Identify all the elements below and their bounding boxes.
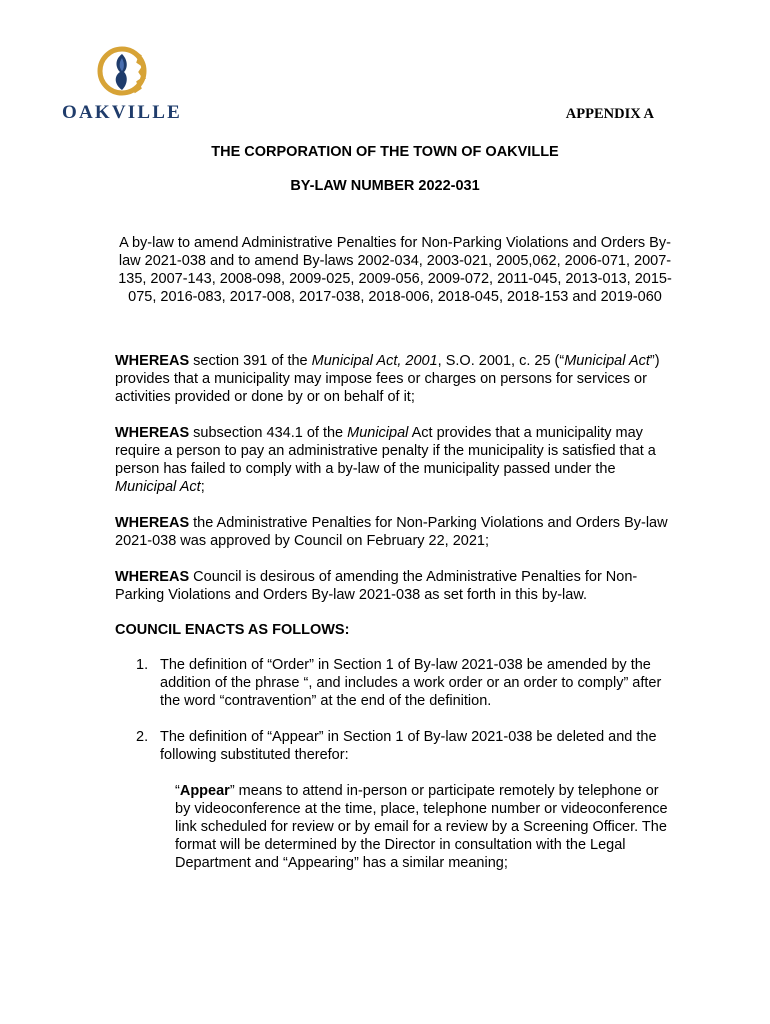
act-name: Municipal Act [115, 479, 201, 495]
whereas-lead: WHEREAS [115, 569, 190, 585]
act-name: Municipal Act, 2001 [311, 353, 438, 369]
whereas-clause-1: WHEREAS section 391 of the Municipal Act, 2001, S.O. 2001, c. 25 (“Municipal Act”) provides that a municipality may impose fees or charges on persons for services or activities provided or done by or on behalf of it; [115, 353, 660, 405]
act-name: Municipal [347, 425, 409, 441]
defined-term: Appear [179, 783, 230, 799]
corporation-title: THE CORPORATION OF THE TOWN OF OAKVILLE [211, 144, 559, 160]
item-text: The definition of “Appear” in Section 1 of By-law 2021-038 be deleted and the following substituted therefor: [160, 729, 657, 763]
whereas-clause-4: WHEREAS Council is desirous of amending the Administrative Penalties for Non-Parking Violations and Orders By-law 2021-038 as set forth in this by-law. [115, 569, 638, 603]
whereas-lead: WHEREAS [115, 425, 190, 441]
whereas-lead: WHEREAS [115, 515, 190, 531]
logo-wordmark: OAKVILLE [62, 102, 183, 123]
item-text: The definition of “Order” in Section 1 of By-law 2021-038 be amended by the addition of the phrase “, and includes a work order or an order to comply” after the word “contravention” at the end of the definition. [160, 657, 662, 709]
whereas-clause-3: WHEREAS the Administrative Penalties for Non-Parking Violations and Orders By-law 2021-038 was approved by Council on February 22, 2021; [115, 515, 668, 549]
appendix-label: APPENDIX A [565, 106, 654, 122]
item-number: 1. [136, 657, 149, 673]
item-number: 2. [136, 729, 149, 745]
enactment-item-1 [136, 656, 681, 710]
bylaw-number: BY-LAW NUMBER 2022-031 [290, 178, 480, 194]
whereas-clause-2: WHEREAS subsection 434.1 of the Municipal Act provides that a municipality may require a person to pay an administrative penalty if the municipality is satisfied that a person has failed to comply with a by-law of the municipality passed under the Municipal Act; [115, 425, 656, 495]
oakville-logo [62, 44, 182, 126]
oak-leaf-icon [94, 44, 150, 100]
enacts-heading: COUNCIL ENACTS AS FOLLOWS: [115, 622, 350, 638]
act-name: Municipal Act [564, 353, 650, 369]
bylaw-purpose: A by-law to amend Administrative Penalties for Non-Parking Violations and Orders By-law 2021-038 and to amend By-laws 2002-034, 2003-021, 2005,062, 2006-071, 2007-135, 2007-143, 2008-098, 2009-025, 2009-056, 2009-072, 2011-045, 2013-013, 2015-075, 2016-083, 2017-008, 2017-038, 2018-006, 2018-045, 2018-153 and 2019-060 [118, 235, 672, 305]
appear-definition: “Appear” means to attend in-person or participate remotely by telephone or by videoconference at the time, place, telephone number or videoconference link scheduled for review or by email for a review by a Screening Officer. The format will be determined by the Director in consultation with the Legal Department and “Appearing” has a similar meaning; [175, 783, 668, 871]
whereas-lead: WHEREAS [115, 353, 190, 369]
enactment-item-2 [136, 728, 681, 764]
